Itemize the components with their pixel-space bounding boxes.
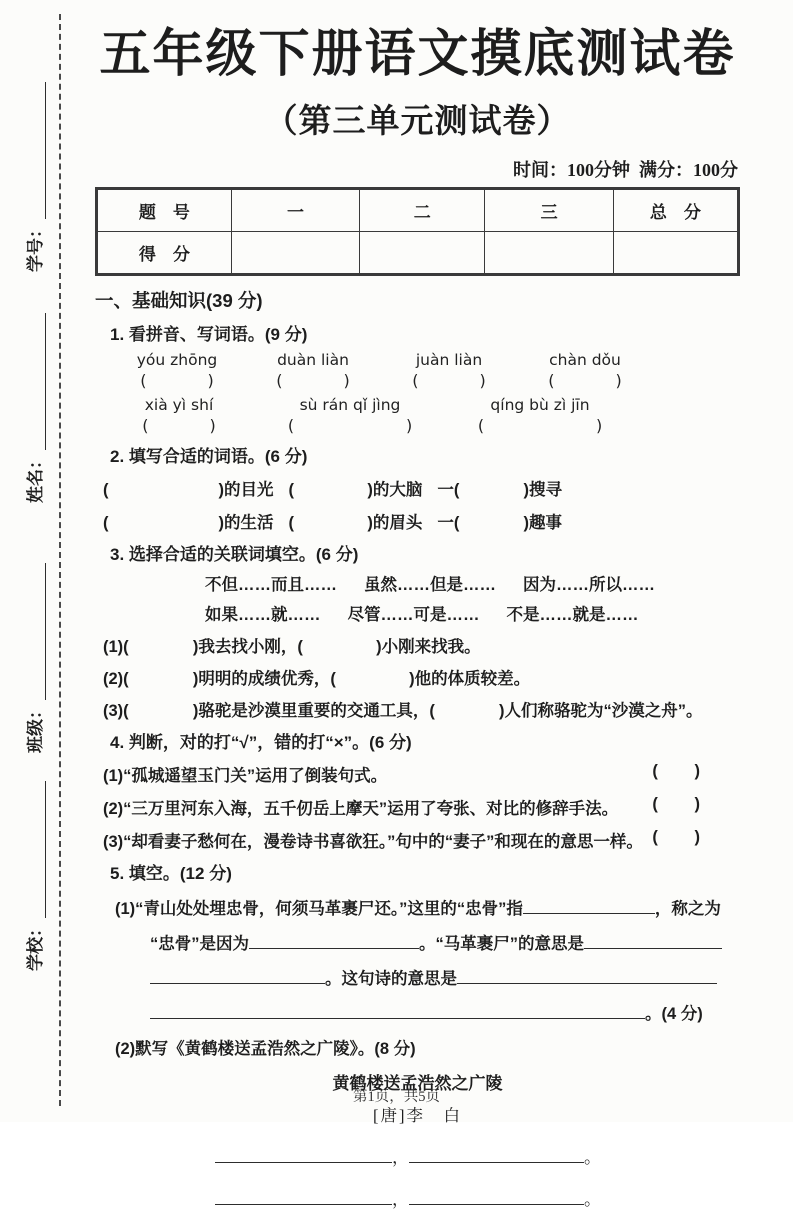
q5-line1-text: (1)“青山处处埋忠骨，何须马革裹尸还。”这里的“忠骨”指 — [115, 899, 523, 918]
q2-item2: ( )的大脑 — [288, 480, 423, 499]
school-field — [20, 781, 46, 971]
score-table — [95, 187, 740, 276]
score-cell-part2 — [360, 231, 485, 274]
q4-item2 — [103, 795, 740, 819]
student-number-field — [20, 82, 46, 272]
score-cell-total — [613, 231, 738, 274]
q5-line2-text: “忠骨”是因为 — [150, 934, 249, 953]
score-table-header-part1: 一 — [231, 188, 359, 231]
class-label: 班级： — [26, 702, 45, 753]
score-table-score-row — [97, 231, 739, 274]
q3-option3: 因为……所以…… — [523, 575, 655, 594]
q1-word4-blank: ( ) — [548, 370, 622, 390]
q5-blank3 — [584, 934, 722, 949]
q5-blank4 — [150, 969, 325, 984]
school-label: 学校： — [26, 920, 45, 971]
exam-time-score-info: 时间：100分钟 满分：100分 — [513, 159, 738, 180]
q5-line4-text: 。(4 分) — [645, 1004, 703, 1023]
poem-blank4 — [409, 1190, 584, 1205]
q3-option6: 不是……就是…… — [506, 605, 639, 624]
q2-row2 — [103, 509, 740, 533]
q1-word5-pinyin: xià yì shí — [144, 395, 214, 414]
q2-item4: ( )的生活 — [103, 513, 274, 532]
score-cell-part3 — [485, 231, 613, 274]
q1-word6-blank: ( ) — [287, 415, 413, 435]
q5-blank2 — [249, 934, 419, 949]
score-cell-part1 — [231, 231, 359, 274]
score-table-header-question: 题 号 — [97, 188, 232, 231]
q4-item3 — [103, 828, 740, 852]
q1-word5 — [133, 396, 225, 435]
poem-blank2 — [409, 1148, 584, 1163]
q1-word6-pinyin: sù rán qǐ jìng — [299, 395, 401, 414]
q1-word5-blank: ( ) — [142, 415, 216, 435]
q5-part1-line2 — [150, 930, 740, 954]
q1-pinyin-row2 — [133, 396, 740, 435]
q4-item3-answer-brackets: ( ) — [652, 827, 700, 846]
poem-period1: 。 — [584, 1147, 601, 1167]
poem-author: [唐]李 白 — [373, 1105, 462, 1125]
q1-word1-blank: ( ) — [140, 370, 214, 390]
q5-line3-text: 。这句诗的意思是 — [325, 969, 457, 988]
class-field — [20, 563, 46, 753]
section1-heading: 一、基础知识(39 分) — [95, 289, 263, 311]
q5-line2-text2: 。“马革裹尸”的意思是 — [419, 934, 584, 953]
q2-title: 2. 填写合适的词语。(6 分) — [110, 446, 308, 466]
score-table-header-total: 总 分 — [613, 188, 738, 231]
q2-item3: 一( )搜寻 — [437, 480, 563, 499]
student-number-label: 学号： — [26, 221, 45, 272]
q4-item2-text: (2)“三万里河东入海，五千仞岳上摩天”运用了夸张、对比的修辞手法。 — [103, 799, 619, 818]
q3-option1: 不但……而且…… — [205, 575, 337, 594]
q1-word4 — [541, 351, 629, 390]
poem-blank1 — [215, 1148, 392, 1163]
q1-word7-pinyin: qíng bù zì jīn — [490, 395, 590, 414]
q4-item2-answer-brackets: ( ) — [652, 794, 700, 813]
q3-item1: (1)( )我去找小刚，( )小刚来找我。 — [103, 637, 481, 656]
q5-title: 5. 填空。(12 分) — [110, 863, 232, 883]
student-name-field — [20, 313, 46, 503]
q1-word2-blank: ( ) — [276, 370, 350, 390]
q1-word6 — [277, 396, 423, 435]
q5-line1-text2: ，称之为 — [654, 899, 721, 918]
q1-word1-pinyin: yóu zhōng — [136, 350, 218, 369]
q3-item3: (3)( )骆驼是沙漠里重要的交通工具，( )人们称骆驼为“沙漠之舟”。 — [103, 701, 703, 720]
q3-options-row2 — [205, 601, 740, 625]
school-blank — [30, 781, 46, 918]
student-name-label: 姓名： — [26, 452, 45, 503]
q5-part2-title: (2)默写《黄鹤楼送孟浩然之广陵》。(8 分) — [115, 1039, 416, 1058]
q5-blank1 — [523, 899, 655, 914]
q1-word3-blank: ( ) — [412, 370, 486, 390]
q1-word3 — [405, 351, 493, 390]
poem-comma1: ， — [392, 1147, 409, 1167]
q1-word7-blank: ( ) — [477, 415, 603, 435]
score-table-header-part2: 二 — [360, 188, 485, 231]
q3-options-row1 — [205, 571, 740, 595]
q4-title: 4. 判断，对的打“√”，错的打“×”。(6 分) — [110, 732, 412, 752]
q5-blank5 — [457, 969, 717, 984]
q5-blank6 — [150, 1004, 645, 1019]
q3-option5: 尽管……可是…… — [347, 605, 480, 624]
q5-part1-line4 — [150, 1000, 740, 1024]
q1-word1 — [133, 351, 221, 390]
score-table-header-row — [97, 188, 739, 231]
page-subtitle: （第三单元测试卷） — [264, 103, 571, 140]
score-row-label: 得 分 — [97, 231, 232, 274]
page-title: 五年级下册语文摸底测试卷 — [99, 27, 736, 83]
q4-item1 — [103, 762, 740, 786]
q1-word4-pinyin: chàn dǒu — [549, 350, 621, 369]
q4-item1-answer-brackets: ( ) — [652, 761, 700, 780]
q3-item2: (2)( )明明的成绩优秀，( )他的体质较差。 — [103, 669, 531, 688]
q1-word2-pinyin: duàn liàn — [277, 350, 349, 369]
q4-item3-text: (3)“却看妻子愁何在，漫卷诗书喜欲狂。”句中的“妻子”和现在的意思一样。 — [103, 832, 643, 851]
poem-comma2: ， — [392, 1189, 409, 1209]
cut-dashed-line — [59, 14, 61, 1106]
q1-pinyin-row1 — [133, 351, 740, 390]
score-table-header-part3: 三 — [485, 188, 613, 231]
q1-title: 1. 看拼音、写词语。(9 分) — [110, 324, 308, 344]
poem-title: 黄鹤楼送孟浩然之广陵 — [332, 1073, 503, 1093]
class-blank — [30, 563, 46, 700]
q4-item1-text: (1)“孤城遥望玉门关”运用了倒装句式。 — [103, 766, 388, 785]
q1-word7 — [467, 396, 613, 435]
q1-word3-pinyin: juàn liàn — [415, 350, 483, 369]
student-name-blank — [30, 313, 46, 450]
q2-item6: 一( )趣事 — [437, 513, 563, 532]
q3-option2: 虽然……但是…… — [364, 575, 496, 594]
poem-blank-line1 — [215, 1143, 740, 1168]
q2-item5: ( )的眉头 — [288, 513, 423, 532]
q5-part1-line1 — [115, 895, 740, 919]
q2-row1 — [103, 476, 740, 500]
q2-item1: ( )的目光 — [103, 480, 274, 499]
q3-title: 3. 选择合适的关联词填空。(6 分) — [110, 544, 359, 564]
student-number-blank — [30, 82, 46, 219]
exam-content — [95, 0, 740, 1210]
poem-blank3 — [215, 1190, 392, 1205]
poem-period2: 。 — [584, 1189, 601, 1209]
page-footer: 第1页，共5页 — [353, 1089, 440, 1105]
q1-word2 — [269, 351, 357, 390]
poem-blank-line2 — [215, 1185, 740, 1210]
q5-part1-line3 — [150, 965, 740, 989]
q3-option4: 如果……就…… — [205, 605, 321, 624]
